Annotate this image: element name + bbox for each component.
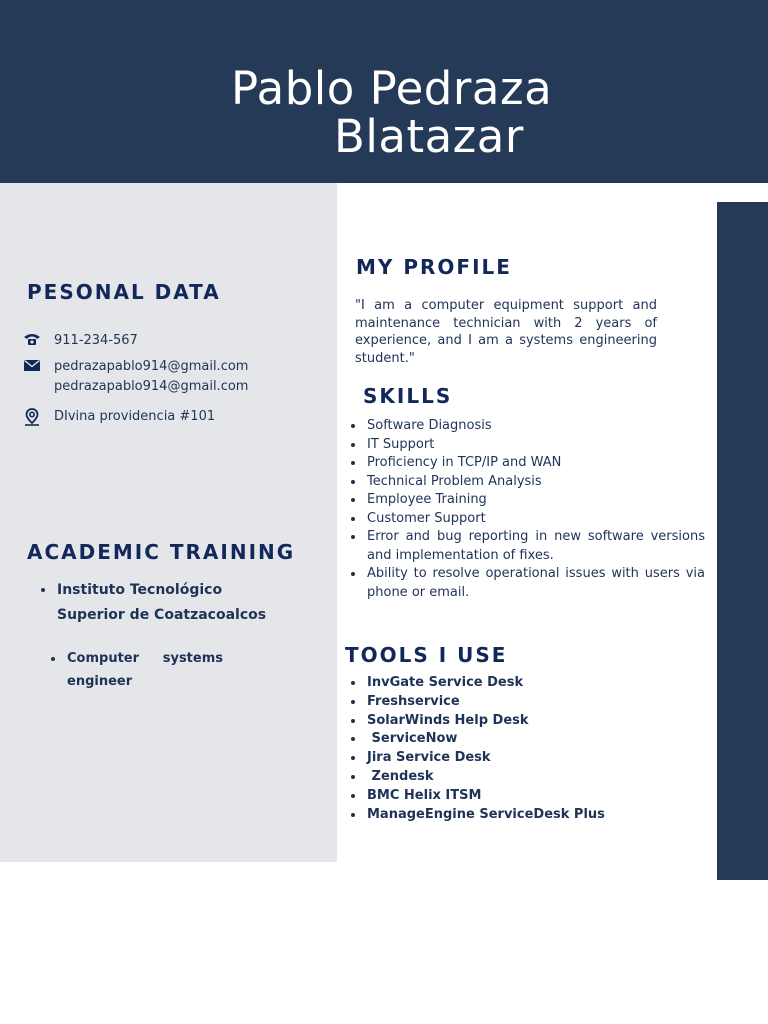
tool-item: BMC Helix ITSM	[345, 787, 705, 806]
right-decorative-bar	[717, 202, 768, 880]
skills-list	[345, 417, 705, 602]
skill-item: Technical Problem Analysis	[345, 473, 705, 492]
degree-list	[45, 647, 223, 693]
map-pin-icon	[22, 407, 42, 427]
degree-item: Computer systems engineer	[45, 647, 223, 693]
skill-item: Software Diagnosis	[345, 417, 705, 436]
address-row	[22, 407, 215, 427]
skill-item: Customer Support	[345, 510, 705, 529]
tool-item: ServiceNow	[345, 730, 705, 749]
skill-item: IT Support	[345, 436, 705, 455]
header-banner	[0, 0, 768, 183]
phone-icon	[22, 331, 42, 347]
email-secondary[interactable]: pedrazapablo914@gmail.com	[54, 379, 249, 394]
institution-item: Instituto Tecnológico Superior de Coatzacoalcos	[35, 578, 280, 628]
personal-data-title: PESONAL DATA	[27, 280, 221, 304]
skill-item: Proficiency in TCP/IP and WAN	[345, 454, 705, 473]
name-first-line: Pablo Pedraza	[231, 62, 553, 115]
tools-list	[345, 674, 705, 824]
phone-row	[22, 331, 138, 351]
address-text: DIvina providencia #101	[54, 409, 216, 424]
tool-item: Jira Service Desk	[345, 749, 705, 768]
tool-item: InvGate Service Desk	[345, 674, 705, 693]
academic-list	[35, 578, 280, 628]
skills-title: SKILLS	[363, 384, 453, 408]
tools-title: TOOLS I USE	[345, 643, 508, 667]
phone-number: 911-234-567	[54, 333, 138, 348]
tool-item: Freshservice	[345, 693, 705, 712]
email-primary[interactable]: pedrazapablo914@gmail.com	[54, 359, 249, 374]
skill-item: Employee Training	[345, 491, 705, 510]
tool-item: SolarWinds Help Desk	[345, 712, 705, 731]
profile-text: "I am a computer equipment support and maintenance technician with 2 years of experience, and I am a systems engineering student."	[355, 298, 657, 366]
my-profile-title: MY PROFILE	[356, 255, 512, 279]
tool-item: ManageEngine ServiceDesk Plus	[345, 806, 705, 825]
envelope-icon	[22, 357, 42, 373]
email-row	[22, 357, 248, 397]
name-second-line: Blatazar	[334, 110, 524, 163]
tool-item: Zendesk	[345, 768, 705, 787]
skill-item: Error and bug reporting in new software versions and implementation of fixes.	[345, 528, 705, 565]
academic-training-title: ACADEMIC TRAINING	[27, 540, 296, 564]
skill-item: Ability to resolve operational issues with users via phone or email.	[345, 565, 705, 602]
